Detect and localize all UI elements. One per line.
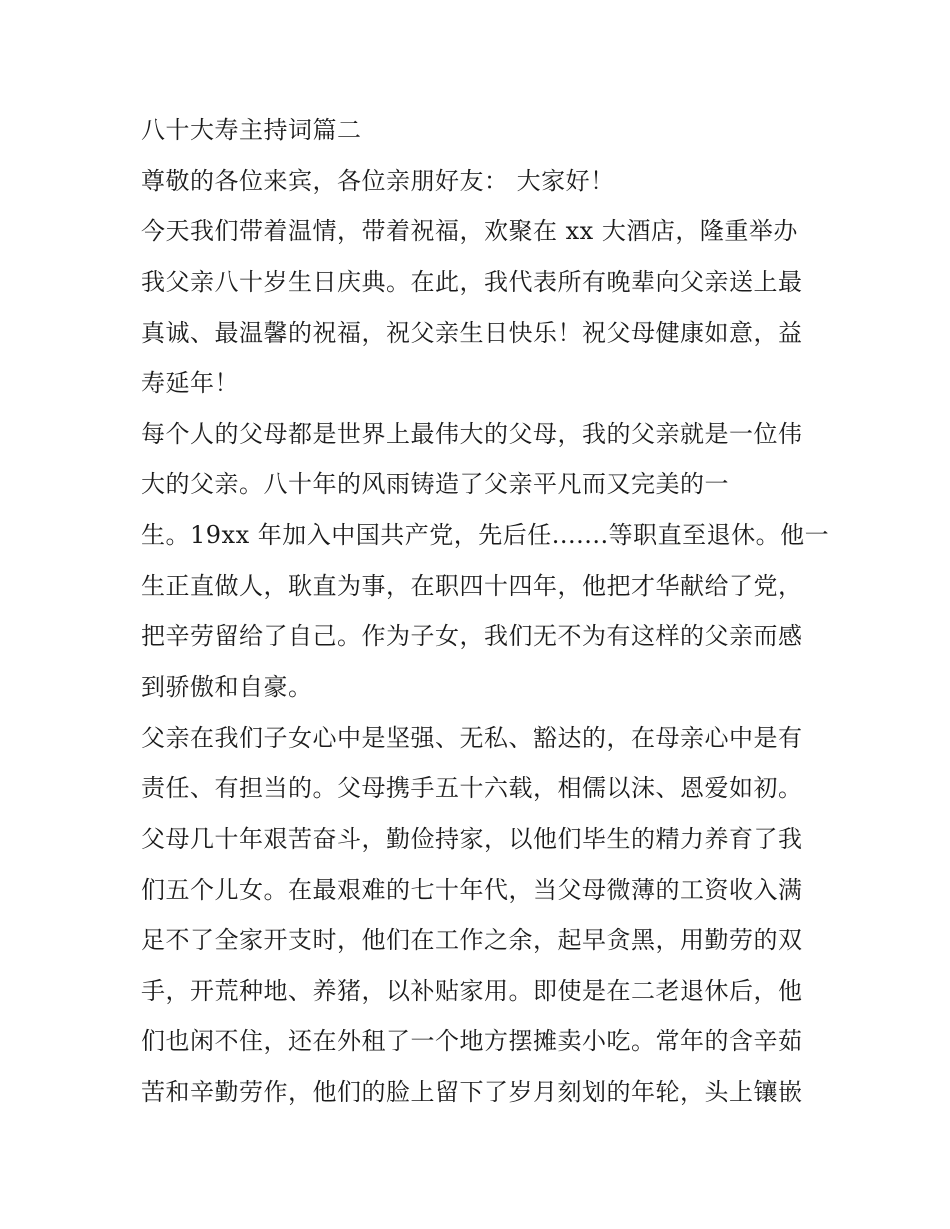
text-line: 今天我们带着温情，带着祝福，欢聚在 xx 大酒店，隆重举办 <box>141 217 798 245</box>
text-line: 到骄傲和自豪。 <box>141 673 313 701</box>
text-line: 苦和辛勤劳作，他们的脸上留下了岁月刻划的年轮，头上镶嵌 <box>141 1078 803 1106</box>
text-line: 把辛劳留给了自己。作为子女，我们无不为有这样的父亲而感 <box>141 622 803 650</box>
text-line: 们也闲不住，还在外租了一个地方摆摊卖小吃。常年的含辛茹 <box>141 1027 803 1055</box>
document-title: 八十大寿主持词篇二 <box>141 116 362 144</box>
text-line: 我父亲八十岁生日庆典。在此，我代表所有晚辈向父亲送上最 <box>141 268 803 296</box>
text-line: 们五个儿女。在最艰难的七十年代，当父母微薄的工资收入满 <box>141 876 803 904</box>
text-line: 父母几十年艰苦奋斗，勤俭持家，以他们毕生的精力养育了我 <box>141 825 803 853</box>
text-line: 寿延年！ <box>141 369 239 397</box>
text-line: 足不了全家开支时，他们在工作之余，起早贪黑，用勤劳的双 <box>141 926 803 954</box>
text-line: 大的父亲。八十年的风雨铸造了父亲平凡而又完美的一 <box>141 470 729 498</box>
text-line: 生。19xx 年加入中国共产党，先后任.......等职直至退休。他一 <box>141 521 830 549</box>
text-line: 责任、有担当的。父母携手五十六载，相儒以沫、恩爱如初。 <box>141 774 803 802</box>
text-line: 生正直做人，耿直为事，在职四十四年，他把才华献给了党， <box>141 572 803 600</box>
text-line: 每个人的父母都是世界上最伟大的父母，我的父亲就是一位伟 <box>141 420 803 448</box>
text-line: 尊敬的各位来宾，各位亲朋好友： 大家好！ <box>141 167 615 195</box>
text-line: 手，开荒种地、养猪，以补贴家用。即使是在二老退休后，他 <box>141 977 803 1005</box>
text-line: 父亲在我们子女心中是坚强、无私、豁达的，在母亲心中是有 <box>141 724 803 752</box>
text-line: 真诚、最温馨的祝福，祝父亲生日快乐！祝父母健康如意，益 <box>141 319 803 347</box>
